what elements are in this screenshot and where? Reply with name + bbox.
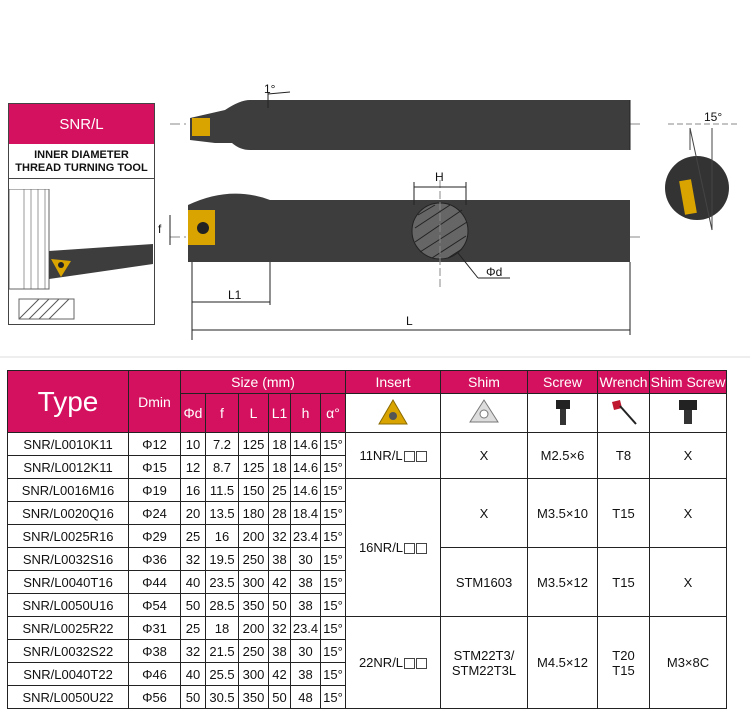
insert-model-text: 11NR/L — [359, 448, 403, 463]
cell-L: 300 — [239, 571, 269, 594]
cell-dmin: Φ31 — [129, 617, 181, 640]
shim-icon — [464, 396, 504, 428]
cell-L1: 32 — [269, 525, 291, 548]
cell-a: 15° — [321, 617, 346, 640]
tool-label-box — [8, 103, 155, 325]
placeholder-box-icon — [416, 451, 427, 462]
cell-a: 15° — [321, 433, 346, 456]
cell-dmin: Φ46 — [129, 663, 181, 686]
cell-L: 350 — [239, 594, 269, 617]
wrench-d-line1: T20 — [612, 647, 635, 663]
header-type: Type — [8, 371, 129, 433]
table-row — [8, 617, 727, 640]
header-screw: Screw — [528, 371, 598, 394]
cell-L1: 38 — [269, 548, 291, 571]
insert-icon-cell — [346, 394, 441, 433]
screw-c-cell: M3.5×12 — [528, 548, 598, 617]
cell-L1: 18 — [269, 456, 291, 479]
cell-f: 19.5 — [206, 548, 239, 571]
tool-side-view — [170, 180, 640, 340]
cell-h: 14.6 — [291, 479, 321, 502]
cell-h: 23.4 — [291, 617, 321, 640]
cell-a: 15° — [321, 571, 346, 594]
tool-in-use-illustration — [9, 189, 153, 323]
header-shim: Shim — [441, 371, 528, 394]
cell-type: SNR/L0040T22 — [8, 663, 129, 686]
wrench-a-cell: T8 — [598, 433, 650, 479]
dim-H-label: H — [435, 170, 444, 184]
cell-L: 350 — [239, 686, 269, 709]
insert-model-cell — [346, 617, 441, 709]
tool-description — [9, 144, 154, 179]
placeholder-box-icon — [416, 543, 427, 554]
cell-f: 25.5 — [206, 663, 239, 686]
cell-dmin: Φ38 — [129, 640, 181, 663]
cell-L: 200 — [239, 525, 269, 548]
tool-top-view — [170, 92, 640, 150]
tool-end-view — [665, 124, 740, 230]
cell-L: 300 — [239, 663, 269, 686]
cell-dmin: Φ56 — [129, 686, 181, 709]
cell-type: SNR/L0050U16 — [8, 594, 129, 617]
cell-d: 32 — [181, 548, 206, 571]
shim-b-cell: X — [441, 479, 528, 548]
cell-a: 15° — [321, 640, 346, 663]
cell-a: 15° — [321, 456, 346, 479]
cell-h: 14.6 — [291, 456, 321, 479]
screw-icon-cell — [528, 394, 598, 433]
shimscrew-b-cell: X — [650, 479, 727, 548]
cell-L: 125 — [239, 456, 269, 479]
cell-f: 13.5 — [206, 502, 239, 525]
tool-description-line2: THREAD TURNING TOOL — [15, 162, 148, 174]
wrench-d-line2: T15 — [612, 662, 635, 678]
cell-a: 15° — [321, 663, 346, 686]
screw-b-cell: M3.5×10 — [528, 479, 598, 548]
cell-dmin: Φ29 — [129, 525, 181, 548]
cell-L1: 50 — [269, 594, 291, 617]
cell-a: 15° — [321, 686, 346, 709]
header-col-L1: L1 — [269, 394, 291, 433]
shim-screw-icon-cell — [650, 394, 727, 433]
cell-d: 40 — [181, 663, 206, 686]
cell-L1: 50 — [269, 686, 291, 709]
cell-L1: 18 — [269, 433, 291, 456]
cell-h: 30 — [291, 640, 321, 663]
wrench-d-cell — [598, 617, 650, 709]
torx-wrench-icon — [604, 396, 644, 428]
cell-a: 15° — [321, 548, 346, 571]
cell-h: 30 — [291, 548, 321, 571]
cell-h: 38 — [291, 571, 321, 594]
shim-d-line1: STM22T3/ — [453, 647, 515, 663]
wrench-c-cell: T15 — [598, 548, 650, 617]
angle-top-label: 1° — [264, 82, 276, 96]
cell-h: 23.4 — [291, 525, 321, 548]
cell-f: 8.7 — [206, 456, 239, 479]
wrench-b-cell: T15 — [598, 479, 650, 548]
cell-d: 25 — [181, 617, 206, 640]
cell-f: 21.5 — [206, 640, 239, 663]
shim-c-cell: STM1603 — [441, 548, 528, 617]
cell-h: 14.6 — [291, 433, 321, 456]
cell-h: 18.4 — [291, 502, 321, 525]
cell-d: 25 — [181, 525, 206, 548]
cell-f: 16 — [206, 525, 239, 548]
cell-d: 50 — [181, 594, 206, 617]
cell-type: SNR/L0012K11 — [8, 456, 129, 479]
cell-f: 18 — [206, 617, 239, 640]
screw-d-cell: M4.5×12 — [528, 617, 598, 709]
shim-a-cell: X — [441, 433, 528, 479]
placeholder-box-icon — [416, 658, 427, 669]
placeholder-box-icon — [404, 658, 415, 669]
cell-L: 250 — [239, 548, 269, 571]
cell-f: 28.5 — [206, 594, 239, 617]
cell-d: 20 — [181, 502, 206, 525]
cell-a: 15° — [321, 502, 346, 525]
cell-h: 38 — [291, 594, 321, 617]
wrench-icon-cell — [598, 394, 650, 433]
header-wrench: Wrench — [598, 371, 650, 394]
shimscrew-c-cell: X — [650, 548, 727, 617]
threading-insert-icon — [373, 396, 413, 428]
cell-dmin: Φ15 — [129, 456, 181, 479]
cell-d: 12 — [181, 456, 206, 479]
header-col-alpha: α° — [321, 394, 346, 433]
cell-d: 16 — [181, 479, 206, 502]
cell-f: 30.5 — [206, 686, 239, 709]
cell-d: 50 — [181, 686, 206, 709]
cell-type: SNR/L0050U22 — [8, 686, 129, 709]
insert-model-cell — [346, 433, 441, 479]
cell-L1: 25 — [269, 479, 291, 502]
cell-L1: 38 — [269, 640, 291, 663]
insert-model-text: 22NR/L — [358, 655, 404, 670]
header-col-L: L — [239, 394, 269, 433]
shim-screw-icon — [668, 396, 708, 428]
header-col-d: Φd — [181, 394, 206, 433]
cell-dmin: Φ54 — [129, 594, 181, 617]
cell-type: SNR/L0040T16 — [8, 571, 129, 594]
cell-L1: 42 — [269, 663, 291, 686]
dim-L1-label: L1 — [228, 288, 242, 302]
table-row — [8, 433, 727, 456]
dim-d-label: Φd — [486, 265, 503, 279]
cell-h: 38 — [291, 663, 321, 686]
cell-a: 15° — [321, 525, 346, 548]
cell-f: 23.5 — [206, 571, 239, 594]
header-col-h: h — [291, 394, 321, 433]
cell-f: 11.5 — [206, 479, 239, 502]
cell-L1: 28 — [269, 502, 291, 525]
cell-f: 7.2 — [206, 433, 239, 456]
cell-L: 180 — [239, 502, 269, 525]
cell-h: 48 — [291, 686, 321, 709]
cell-L: 150 — [239, 479, 269, 502]
spec-rows — [8, 433, 727, 709]
shim-d-cell — [441, 617, 528, 709]
screw-a-cell: M2.5×6 — [528, 433, 598, 479]
shimscrew-a-cell: X — [650, 433, 727, 479]
shim-d-line2: STM22T3L — [451, 662, 517, 678]
placeholder-box-icon — [404, 451, 415, 462]
header-shim-screw: Shim Screw — [650, 371, 727, 394]
cell-d: 40 — [181, 571, 206, 594]
header-col-f: f — [206, 394, 239, 433]
insert-model-cell — [346, 479, 441, 617]
cell-type: SNR/L0010K11 — [8, 433, 129, 456]
angle-side-label: 15° — [704, 110, 723, 124]
dim-f-label: f — [158, 222, 162, 236]
cell-type: SNR/L0025R16 — [8, 525, 129, 548]
cell-type: SNR/L0032S22 — [8, 640, 129, 663]
cell-d: 32 — [181, 640, 206, 663]
header-insert: Insert — [346, 371, 441, 394]
header-dmin: Dmin — [129, 371, 181, 433]
cell-L: 125 — [239, 433, 269, 456]
cell-L: 250 — [239, 640, 269, 663]
cell-type: SNR/L0020Q16 — [8, 502, 129, 525]
cell-dmin: Φ36 — [129, 548, 181, 571]
cell-dmin: Φ12 — [129, 433, 181, 456]
cell-dmin: Φ44 — [129, 571, 181, 594]
header-size: Size (mm) — [181, 371, 346, 394]
placeholder-box-icon — [404, 543, 415, 554]
cell-a: 15° — [321, 594, 346, 617]
cell-d: 10 — [181, 433, 206, 456]
cell-L1: 42 — [269, 571, 291, 594]
dim-L-label: L — [406, 314, 413, 328]
cell-type: SNR/L0016M16 — [8, 479, 129, 502]
spec-table — [7, 370, 727, 709]
table-row — [8, 479, 727, 502]
tool-description-line1: INNER DIAMETER — [34, 149, 129, 161]
insert-model-text: 16NR/L — [358, 540, 404, 555]
tool-type-title: SNR/L — [9, 104, 154, 144]
cell-dmin: Φ19 — [129, 479, 181, 502]
shim-icon-cell — [441, 394, 528, 433]
shimscrew-d-cell: M3×8C — [650, 617, 727, 709]
cell-a: 15° — [321, 479, 346, 502]
screw-icon — [543, 396, 583, 428]
cell-L: 200 — [239, 617, 269, 640]
cell-type: SNR/L0032S16 — [8, 548, 129, 571]
cell-type: SNR/L0025R22 — [8, 617, 129, 640]
cell-L1: 32 — [269, 617, 291, 640]
cell-dmin: Φ24 — [129, 502, 181, 525]
